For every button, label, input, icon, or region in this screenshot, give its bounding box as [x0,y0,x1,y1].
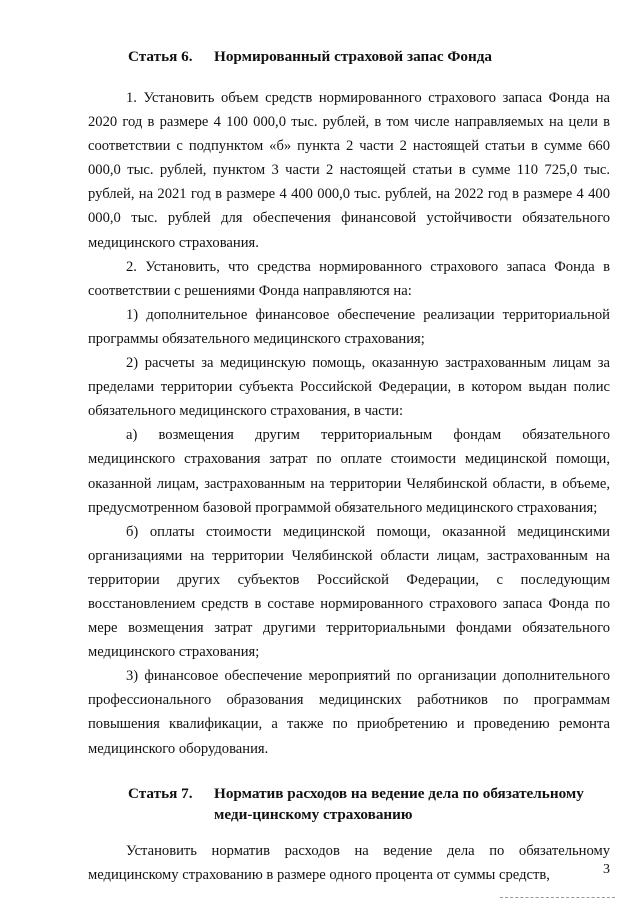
article-6-paragraph-2: 2. Установить, что средства нормированного страхового запаса Фонда в соответствии с решениями Фонда направляются на: [88,258,610,299]
article-6-paragraph-1: 1. Установить объем средств нормированного страхового запаса Фонда на 2020 год в размере 4 100 000,0 тыс. рублей, в том числе направляемых на цели в соответствии с подпунктом «б» пункта 2 части 2 настоящей статьи в сумме 660 000,0 тыс. рублей, пунктом 3 части 2 настоящей статьи в сумме 110 725,0 тыс. рублей, на 2021 год в размере 4 400 000,0 тыс. рублей, на 2022 год в размере 4 400 000,0 тыс. рублей для обеспечения финансовой устойчивости обязательного медицинского страхования. [88,90,610,251]
footer-divider [500,897,615,898]
article-6-heading [88,46,610,68]
article-7-title: Норматив расходов на ведение дела по обязательному меди-цинскому страхованию [214,784,584,823]
document-page [88,46,610,887]
article-6-number: Статья 6. [128,48,193,65]
article-6-item-2a: а) возмещения другим территориальным фондам обязательного медицинского страхования затрат по оплате стоимости медицинской помощи, оказанной лицам, застрахованным на территории Челябинской области, в объеме, предусмотренном базовой программой обязательного медицинского страхования; [88,427,610,516]
article-7-heading [88,783,610,825]
article-7-number: Статья 7. [128,784,193,802]
article-6-item-2: 2) расчеты за медицинскую помощь, оказанную застрахованным лицам за пределами территории субъекта Российской Федерации, в котором выдан полис обязательного медицинского страхования, в части: [88,355,610,420]
page-number: 3 [603,862,610,877]
article-6-item-2b: б) оплаты стоимости медицинской помощи, оказанной медицинскими организациями на территории Челябинской области лицам, застрахованным на территории других субъектов Российской Федерации, с последующим восстановлением средств в составе нормированного страхового запаса Фонда по мере возмещения затрат другими территориальными фондами обязательного медицинского страхования; [88,523,610,661]
article-7-paragraph-1: Установить норматив расходов на ведение дела по обязательному медицинскому страхованию в размере одного процента от суммы средств, [88,842,610,883]
article-6-item-3: 3) финансовое обеспечение мероприятий по организации дополнительного профессионального образования медицинских работников по программам повышения квалификации, а также по приобретению и проведению ремонта медицинского оборудования. [88,668,610,757]
article-6-title: Нормированный страховой запас Фонда [214,48,493,65]
article-6-item-1: 1) дополнительное финансовое обеспечение реализации территориальной программы обязательного медицинского страхования; [88,306,610,347]
